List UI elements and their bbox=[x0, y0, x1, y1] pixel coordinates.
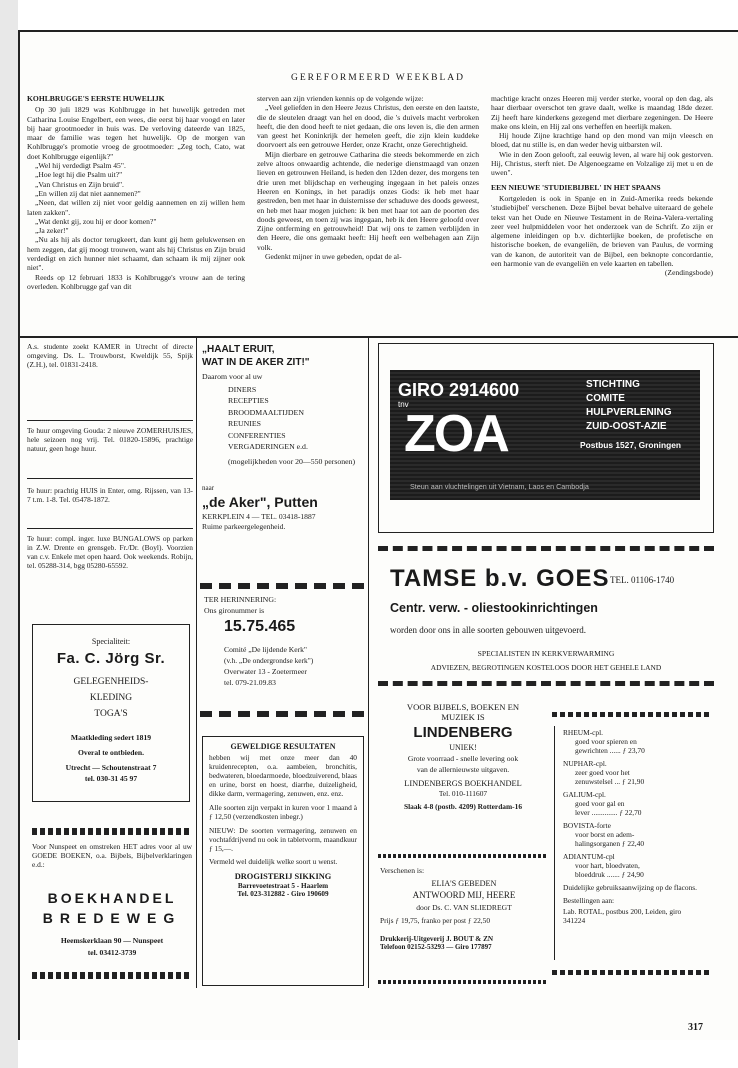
phone: tel. 03412-3739 bbox=[87, 948, 137, 957]
note: (v.h. „De ondergrondse kerk") bbox=[224, 656, 314, 665]
list-item: REUNIES bbox=[228, 419, 261, 429]
line: worden door ons in alle soorten gebouwen uitgevoerd. bbox=[390, 625, 586, 635]
line: SPECIALISTEN IN KERKVERWARMING bbox=[477, 649, 615, 658]
source: (Zendingsbode) bbox=[664, 268, 713, 278]
product-desc: goed voor gal en bbox=[575, 799, 625, 808]
ad-bredeweg bbox=[32, 842, 192, 869]
book-title: ANTWOORD MIJ, HEERE bbox=[412, 890, 516, 900]
body: Alle soorten zijn verpakt in kuren voor 1 maand à ƒ 12,50 (verzendkosten inbegr.) bbox=[209, 803, 357, 821]
paragraph: „Wel hij verdedigt Psalm 45". bbox=[35, 161, 126, 171]
paragraph: „Veel geliefden in den Heere Jezus Christus, den eerste en den laatste, die de sleutelen draagt van hel en dood, die 's duivels macht verbroken heeft, die den dood heeft te niet gedaan, die ons leven is, die den armen van geest het Koninkrijk der hemelen geeft, die zijn klein kuddeke doorvoert als een getrouwe Herder, onze Kracht, onze Gerechtigheid. bbox=[257, 103, 479, 150]
product-price: zenuwstelsel ... ƒ 21,90 bbox=[575, 777, 645, 786]
book-title: ELIA'S GEBEDEN bbox=[431, 879, 497, 888]
label: Specialiteit: bbox=[91, 637, 131, 646]
product-desc: voor borst en adem- bbox=[575, 830, 635, 839]
lead: VOOR BIJBELS, BOEKEN EN bbox=[406, 702, 520, 712]
decorative-border bbox=[552, 712, 712, 717]
publisher: Drukkerij-Uitgeverij J. BOUT & ZN bbox=[380, 935, 494, 943]
divider bbox=[368, 338, 369, 988]
address: Lab. ROTAL, postbus 200, Leiden, giro 341224 bbox=[563, 907, 682, 925]
ad-jorg bbox=[32, 624, 190, 802]
classifieds bbox=[27, 342, 193, 369]
article-title: EEN NIEUWE 'STUDIEBIJBEL' IN HET SPAANS bbox=[491, 182, 661, 192]
list-item: DINERS bbox=[228, 385, 257, 394]
decorative-border bbox=[378, 854, 546, 858]
author: door Ds. C. VAN SLIEDREGT bbox=[416, 903, 512, 912]
paragraph: „Ja zeker!" bbox=[35, 226, 69, 236]
masthead: GEREFORMEERD WEEKBLAD bbox=[290, 73, 466, 83]
classified-ad: A.s. studente zoekt KAMER in Utrecht of directe omgeving. Ds. L. Trouwborst, Kweldijk 55, Spijk (Z.H.), tel. 01831-2418. bbox=[27, 342, 193, 369]
phone: Tel. 010-111607 bbox=[438, 789, 488, 798]
article-col-1 bbox=[27, 94, 245, 291]
label: Ons gironummer is bbox=[204, 606, 265, 615]
divider bbox=[196, 338, 197, 988]
paragraph: „En willen zij dat niet aannemen?" bbox=[35, 188, 141, 198]
price: Prijs ƒ 19,75, franko per post ƒ 22,50 bbox=[380, 916, 491, 925]
address: Postbus 1527, Groningen bbox=[580, 440, 681, 450]
address: KERKPLEIN 4 — TEL. 03418-1887 bbox=[202, 512, 316, 521]
product-name: GALIUM-cpl. bbox=[563, 790, 606, 799]
product-name: ADIANTUM-cpl bbox=[563, 852, 615, 861]
label: TER HERINNERING: bbox=[204, 595, 277, 604]
phone: Tel. 023-312882 - Giro 190609 bbox=[237, 890, 329, 898]
paragraph: „Wat denkt gij, zou hij er door komen?" bbox=[35, 216, 157, 226]
divider bbox=[27, 528, 193, 529]
list-item: BROODMAALTIJDEN bbox=[228, 407, 304, 417]
phone: TEL. 01106-1740 bbox=[610, 575, 675, 585]
paragraph: Reeds op 12 februari 1833 is Kohlbrugge's vrouw aan de tering overleden. Kohlbrugge gaf van dit bbox=[27, 272, 245, 291]
company-name: TAMSE b.v. GOES bbox=[390, 565, 610, 592]
address: Overwater 13 - Zoetermeer bbox=[224, 667, 307, 676]
title: GEWELDIGE RESULTATEN bbox=[230, 742, 336, 751]
line: GELEGENHEIDS- bbox=[73, 677, 149, 687]
ad-lindenberg bbox=[378, 702, 548, 811]
paragraph: „Hoe legt hij die Psalm uit?" bbox=[35, 170, 123, 180]
shop-name: BREDEWEG bbox=[42, 910, 182, 926]
article-col-2 bbox=[257, 94, 479, 261]
line: ZUID-OOST-AZIE bbox=[586, 421, 667, 432]
product-price: gewrichten ...... ƒ 23,70 bbox=[575, 746, 645, 755]
paragraph: Wie in den Zoon gelooft, zal eeuwig leven, al ware hij ook gestorven. Hij, Christus, sterft niet. De Algenoegzame en Volzalige zij met u en de uwen". bbox=[491, 149, 713, 178]
ad-tamse bbox=[378, 546, 714, 686]
product-desc: voor hart, bloedvaten, bbox=[575, 861, 640, 870]
headline: Centr. verw. - oliestookinrichtingen bbox=[390, 601, 598, 615]
line: van de allernieuwste uitgaven. bbox=[416, 765, 510, 774]
note: Duidelijke gebruiksaanwijzing op de flacons. bbox=[563, 883, 698, 892]
divider bbox=[27, 420, 193, 421]
classifieds bbox=[27, 534, 193, 570]
zoa-panel bbox=[390, 370, 700, 500]
address: Heemskerklaan 90 — Nunspeet bbox=[60, 936, 164, 945]
product-desc: goed voor spieren en bbox=[575, 737, 637, 746]
lead: Daarom voor al uw bbox=[202, 372, 263, 381]
paragraph: Kortgeleden is ook in Spanje en in Zuid-Amerika reeds bekende 'studiebijbel' verschenen. Deze Bijbel bevat behalve uiteraard de gehele tekst van het Oude en Nieuwe Testament in de Reina-Valera-vertaling zeer veel hulpmiddelen voor het onderzoek van de Schrift. Zo zijn er algemene inleidingen op b.v. dichterlijke boeken, de profetische en historische boeken, de evangeliën, de brieven van Paulus, de vorming van de kanon, de autoriteit van de Bijbel, een beknopte concordantie, een harmonie van de evangeliën en vele kaarten en tabellen. bbox=[491, 193, 713, 269]
label: naar bbox=[202, 484, 215, 492]
line: Grote voorraad - snelle levering ook bbox=[407, 754, 519, 763]
scan-edge bbox=[0, 0, 18, 1068]
classified-ad: Te huur: prachtig HUIS in Enter, omg. Rijssen, van 13-7 t.m. 1-8. Tel. 05478-1872. bbox=[27, 486, 193, 504]
address: Barrevoetestraat 5 - Haarlem bbox=[237, 882, 329, 890]
note: (mogelijkheden voor 20—550 personen) bbox=[228, 457, 356, 466]
product bbox=[555, 757, 712, 788]
decorative-border bbox=[378, 980, 546, 984]
paragraph: machtige kracht onzes Heeren mij verder sterke, vooral op den dag, als haar dierbaar overschot ten grave daalt, welke is maandag 18de dezer. Zij heeft hare kinderkens gezegend met dierbare zegeningen. De Heere make ons klein, en Hij zal ons verheffen en heerlijk maken. bbox=[491, 94, 713, 131]
tagline: Steun aan vluchtelingen uit Vietnam, Laos en Cambodja bbox=[410, 482, 589, 491]
product-price: halingsorganen ƒ 22,40 bbox=[575, 839, 645, 848]
product-price: bloeddruk ....... ƒ 24,90 bbox=[575, 870, 644, 879]
giro-number: GIRO 2914600 bbox=[398, 380, 520, 400]
shop-name: BOEKHANDEL bbox=[47, 890, 177, 906]
divider bbox=[18, 336, 738, 338]
product-name: RHEUM-cpl. bbox=[563, 728, 604, 737]
label: Bestellingen aan: bbox=[563, 896, 615, 905]
paragraph: Mijn dierbare en getrouwe Catharina die steeds bekommerde en zich zelve altoos onwaardig achtende, die nederige dienstmaagd van onzen lieven en getrouwen Heiland, is heden den 12den dezer, des morgens ten drie uren met blijdschap en verheuging ingegaan in het paleis onzes Heeren en Konings, in het paradijs onzes Gods: ik heb met haar gestreden, ben met haar in duisternisse der schaduwe des doods geweest, en heb met haar mogen juichen: ik ben met haar tot aan de poorten des doods geweest, en toen zij was ingegaan, heb ik den Heere geloofd over Zijne ontferming en getrouwheid! Dat wij ons te zamen verblijden in den Heere, die ons gemaakt heeft: Hij heeft een welbehagen aan Zijn volk. bbox=[257, 149, 479, 252]
decorative-border bbox=[32, 828, 192, 835]
paragraph: Hij houde Zijne krachtige hand op den mond van mijn vleesch en bloed, dat nu stille is, en dan weder hevig uitbarsten wil. bbox=[491, 131, 713, 150]
headline: „HAALT ERUIT, bbox=[202, 344, 275, 355]
line: ADVIEZEN, BEGROTINGEN KOSTELOOS DOOR HET GEHELE LAND bbox=[430, 663, 662, 672]
classified-ad: Te huur omgeving Gouda: 2 nieuwe ZOMERHUISJES, hele seizoen nog vrij. Tel. 01820-15896, prachtige natuur, geen hoge huur. bbox=[27, 426, 193, 453]
line: HULPVERLENING bbox=[586, 407, 672, 418]
product-name: BOVISTA-forte bbox=[563, 821, 611, 830]
line: TOGA'S bbox=[94, 709, 128, 719]
headline: WAT IN DE AKER ZIT!" bbox=[202, 357, 310, 368]
article-col-3 bbox=[491, 94, 713, 278]
line: COMITE bbox=[586, 393, 625, 404]
shop-name: LINDENBERG bbox=[413, 724, 513, 741]
body: NIEUW: De soorten vermagering, zenuwen en vochtafdrijvend nu ook in tabletvorm, maandkuur ƒ 15,—. bbox=[209, 826, 357, 853]
classifieds bbox=[27, 486, 193, 504]
phone: tel. 030-31 45 97 bbox=[84, 774, 138, 783]
product bbox=[555, 788, 712, 819]
article-title: KOHLBRUGGE'S EERSTE HUWELIJK bbox=[27, 94, 165, 103]
paragraph: „Neen, dat willen zij niet voor geldig aannemen en zij willen hem laten zakken". bbox=[27, 198, 245, 217]
line: STICHTING bbox=[586, 379, 640, 390]
label: tnv bbox=[398, 400, 409, 409]
divider bbox=[27, 478, 193, 479]
page-number: 317 bbox=[688, 1022, 703, 1033]
label: Verschenen is: bbox=[380, 866, 425, 875]
product bbox=[555, 819, 712, 850]
body: Vermeld wel duidelijk welke soort u wenst. bbox=[209, 857, 338, 866]
phone: Telefoon 02152-53293 — Giro 177897 bbox=[380, 943, 492, 951]
intro: Voor Nunspeet en omstreken HET adres voor al uw GOEDE BOEKEN, o.a. Bijbels, Bijbelverklaringen e.d.: bbox=[32, 842, 192, 869]
decorative-border bbox=[552, 970, 712, 975]
ad-rotal bbox=[554, 726, 712, 960]
shop-name: LINDENBERGS BOEKHANDEL bbox=[404, 779, 522, 788]
line: UNIEK! bbox=[449, 743, 477, 752]
paragraph: „Nu als hij als doctor terugkeert, dan kunt gij hem gelukwensen en hem zeggen, dat gij moogt trouwen, want als hij Christus en Zijn bruid verdedigt en zich hunner niet schaamt, dan schaam ik mij zijner ook niet". bbox=[27, 235, 245, 273]
lead: MUZIEK IS bbox=[441, 712, 485, 722]
ad-sikking bbox=[202, 736, 364, 986]
zoa-logo: ZOA bbox=[404, 405, 508, 463]
product-desc: zeer goed voor het bbox=[575, 768, 630, 777]
giro-number: 15.75.465 bbox=[224, 618, 296, 635]
classifieds bbox=[27, 426, 193, 453]
paragraph: „Van Christus en Zijn bruid". bbox=[35, 179, 124, 189]
aker-items bbox=[228, 384, 308, 452]
since: Maatkleding sedert 1819 bbox=[70, 733, 152, 742]
paragraph: Op 30 juli 1829 was Kohlbrugge in het huwelijk getreden met Catharina Louise Engelbert, een wees, die eerst bij haar voogd en later bij haar grootmoeder in huis was. De verloving dateerde van 1825, maar de familie was tegen het huwelijk. Op de morgen van Kohlbrugge's promotie vroeg de grootmoeder: „Zeg toch, Cato, wat doet Kohlbrugge eigenlijk?" bbox=[27, 105, 245, 161]
shop-name: DROGISTERIJ SIKKING bbox=[234, 872, 332, 881]
product bbox=[555, 850, 712, 881]
product bbox=[555, 726, 712, 757]
company-name: Fa. C. Jörg Sr. bbox=[56, 650, 166, 667]
address: Slaak 4-8 (postb. 4209) Rotterdam-16 bbox=[403, 802, 523, 811]
note: Overal te ontbieden. bbox=[77, 748, 144, 757]
note: Ruime parkeergelegenheid. bbox=[202, 522, 286, 531]
list-item: RECEPTIES bbox=[228, 396, 269, 406]
venue-name: „de Aker", Putten bbox=[202, 494, 318, 510]
phone: tel. 079-21.09.83 bbox=[224, 678, 276, 687]
product-name: NUPHAR-cpl. bbox=[563, 759, 607, 768]
line: KLEDING bbox=[89, 693, 133, 703]
ad-elia bbox=[380, 866, 548, 951]
classified-ad: Te huur: compl. inger. luxe BUNGALOWS op parken in Z.W. Drente en grensgeb. Fr./Dr. (Boyl). Voorzien van c.v. Enkele met open haard. Ook weekends. Robijn, tel. 05288-314, bgg 05280-65592. bbox=[27, 534, 193, 570]
list-item: CONFERENTIES bbox=[228, 430, 286, 440]
paragraph: Gedenkt mijner in uwe gebeden, opdat de al- bbox=[265, 252, 402, 262]
list-item: VERGADERINGEN e.d. bbox=[228, 442, 308, 452]
committee: Comité „De lijdende Kerk" bbox=[224, 645, 308, 654]
address: Utrecht — Schoutenstraat 7 bbox=[65, 763, 157, 772]
product-price: lever .............. ƒ 22,70 bbox=[575, 808, 642, 817]
body: hebben wij met onze meer dan 40 kruidenrecepten, o.a. aambeien, bronchitis, bedwateren, bloedarmoede, bloedzuiverend, blaas en urine, borst en hoest, diarrhe, duizeligheid, dikke darm, vermagering, zenuwen, enz. enz. bbox=[209, 753, 357, 798]
ad-lijdende-kerk bbox=[200, 583, 364, 717]
paragraph: sterven aan zijn vrienden kennis op de volgende wijze: bbox=[257, 94, 424, 103]
decorative-border bbox=[32, 972, 192, 979]
